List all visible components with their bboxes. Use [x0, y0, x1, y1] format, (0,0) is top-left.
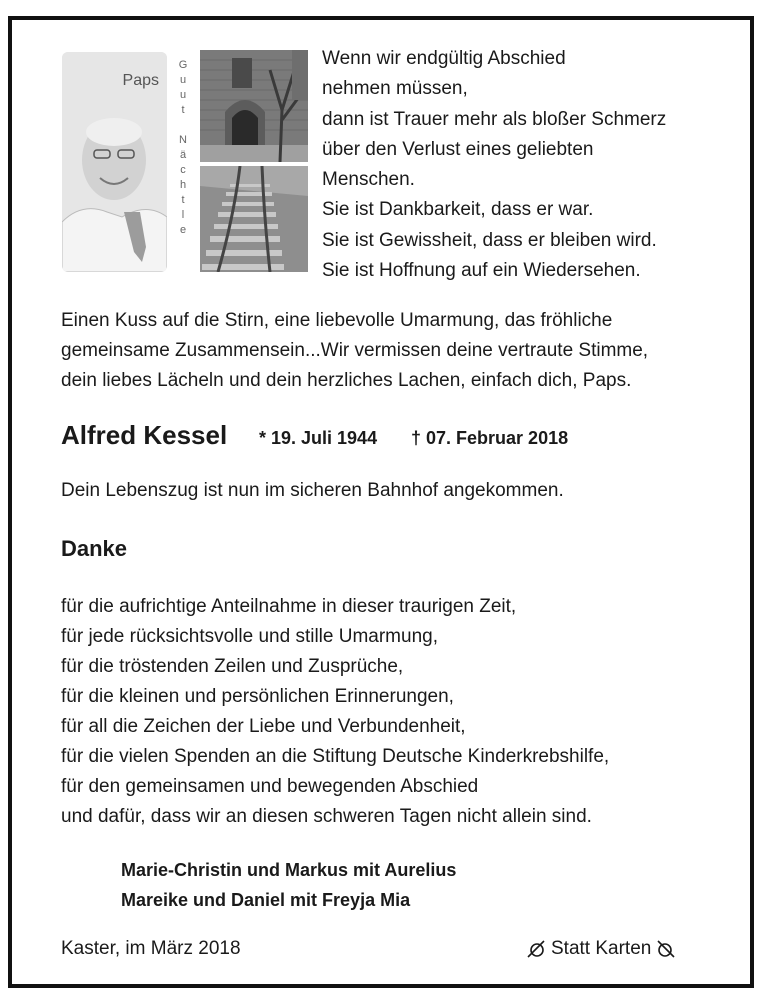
- paragraph-line: Einen Kuss auf die Stirn, eine liebevolle Umarmung, das fröhliche: [61, 310, 613, 331]
- death-date: † 07. Februar 2018: [411, 428, 569, 448]
- statt-karten: [526, 938, 676, 960]
- poem-line: nehmen müssen,: [322, 78, 468, 100]
- poem-line: Menschen.: [322, 169, 415, 191]
- poem-line: Sie ist Dankbarkeit, dass er war.: [322, 199, 594, 221]
- paragraph-line: gemeinsame Zusammensein...Wir vermissen deine vertraute Stimme,: [61, 340, 649, 361]
- poem-line: über den Verlust eines geliebten: [322, 138, 594, 160]
- poem-line: Wenn wir endgültig Abschied: [322, 48, 566, 69]
- railway-tracks-photo: [200, 166, 308, 272]
- thanks-line: für all die Zeichen der Liebe und Verbundenheit,: [61, 716, 466, 737]
- thanks-list: [61, 592, 609, 832]
- deceased-info: [61, 420, 721, 454]
- thanks-line: für die kleinen und persönlichen Erinnerungen,: [61, 686, 454, 707]
- crossed-envelope-icon: [656, 939, 676, 959]
- church-door-photo: [200, 50, 308, 162]
- portrait-label: Paps: [122, 72, 159, 89]
- poem-line: Sie ist Gewissheit, dass er bleiben wird.: [322, 229, 657, 251]
- portrait-photo: [62, 52, 167, 272]
- signature-line: Marie-Christin und Markus mit Aurelius: [121, 860, 457, 880]
- poem-line: dann ist Trauer mehr als bloßer Schmerz: [322, 108, 667, 130]
- thanks-line: für die vielen Spenden an die Stiftung Deutsche Kinderkrebshilfe,: [61, 746, 610, 767]
- statt-karten-label: Statt Karten: [551, 938, 652, 959]
- danke-heading: Danke: [61, 536, 128, 561]
- deceased-name: Alfred Kessel: [61, 420, 228, 450]
- vertical-greeting: G u u t N ä c h t l e: [178, 59, 188, 236]
- signature-line: Mareike und Daniel mit Freyja Mia: [121, 890, 411, 910]
- poem-line: Sie ist Hoffnung auf ein Wiedersehen.: [322, 260, 641, 282]
- thanks-line: und dafür, dass wir an diesen schweren Tagen nicht allein sind.: [61, 806, 592, 827]
- lebenszug-line: Dein Lebenszug ist nun im sicheren Bahnhof angekommen.: [61, 480, 564, 501]
- paragraph-line: dein liebes Lächeln und dein herzliches Lachen, einfach dich, Paps.: [61, 370, 632, 391]
- poem: [322, 44, 722, 286]
- thanks-line: für den gemeinsamen und bewegenden Abschied: [61, 776, 479, 797]
- thanks-line: für die tröstenden Zeilen und Zusprüche,: [61, 656, 404, 677]
- memorial-paragraph: [61, 306, 721, 396]
- place-date: Kaster, im März 2018: [61, 938, 241, 959]
- birth-date: * 19. Juli 1944: [259, 428, 378, 448]
- signatures: [121, 855, 456, 915]
- thanks-line: für jede rücksichtsvolle und stille Umarmung,: [61, 626, 438, 647]
- thanks-line: für die aufrichtige Anteilnahme in dieser traurigen Zeit,: [61, 596, 517, 617]
- crossed-envelope-icon: [526, 939, 546, 959]
